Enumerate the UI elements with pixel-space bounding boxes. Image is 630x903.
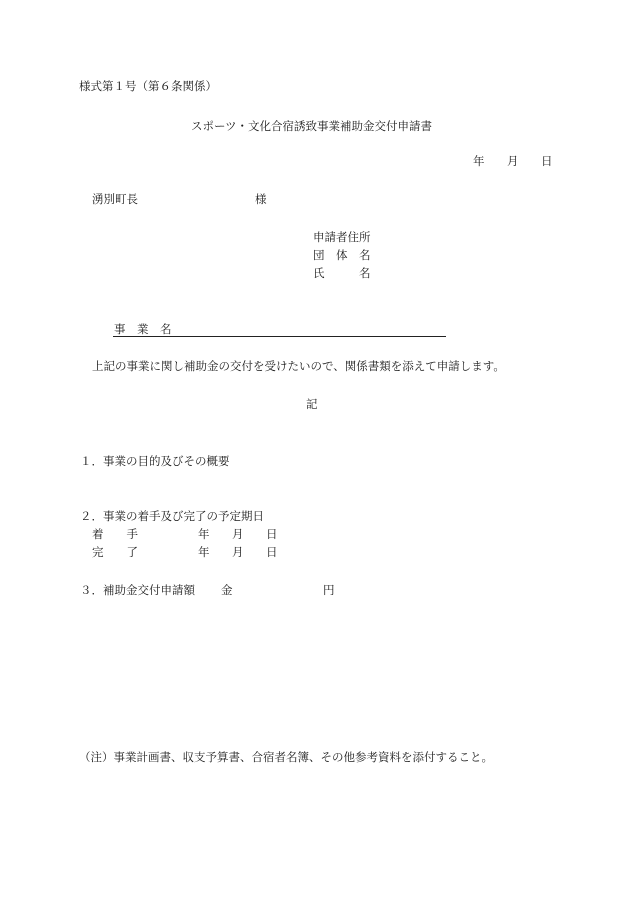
amount-yen: 円 (323, 583, 335, 597)
project-name-underline (113, 336, 446, 337)
addressee-name: 湧別町長 (92, 192, 138, 206)
start-year: 年 (198, 527, 210, 541)
date-day: 日 (541, 154, 553, 168)
start-day: 日 (266, 527, 278, 541)
request-text: 上記の事業に関し補助金の交付を受けたいので、関係書類を添えて申請します。 (92, 359, 505, 373)
ki-heading: 記 (306, 397, 318, 411)
item-3-heading: ３．補助金交付申請額 (80, 583, 195, 597)
end-month: 月 (232, 545, 244, 559)
end-label: 完 了 (92, 545, 138, 559)
applicant-address-label: 申請者住所 (313, 230, 371, 244)
end-day: 日 (266, 545, 278, 559)
item-1-heading: １．事業の目的及びその概要 (80, 454, 230, 468)
start-month: 月 (232, 527, 244, 541)
item-2-heading: ２．事業の着手及び完了の予定期日 (80, 509, 264, 523)
applicant-name-label: 氏 名 (313, 266, 371, 280)
applicant-group-label: 団 体 名 (313, 248, 371, 262)
date-year: 年 (473, 154, 485, 168)
amount-kin: 金 (221, 583, 233, 597)
end-year: 年 (198, 545, 210, 559)
footnote: （注）事業計画書、収支予算書、合宿者名簿、その他参考資料を添付すること。 (79, 750, 493, 764)
project-name-label: 事 業 名 (114, 322, 172, 336)
addressee-honorific: 様 (255, 192, 267, 206)
document-title: スポーツ・文化合宿誘致事業補助金交付申請書 (191, 119, 433, 133)
form-number: 様式第１号（第６条関係） (79, 79, 217, 93)
start-label: 着 手 (92, 527, 138, 541)
date-month: 月 (507, 154, 519, 168)
